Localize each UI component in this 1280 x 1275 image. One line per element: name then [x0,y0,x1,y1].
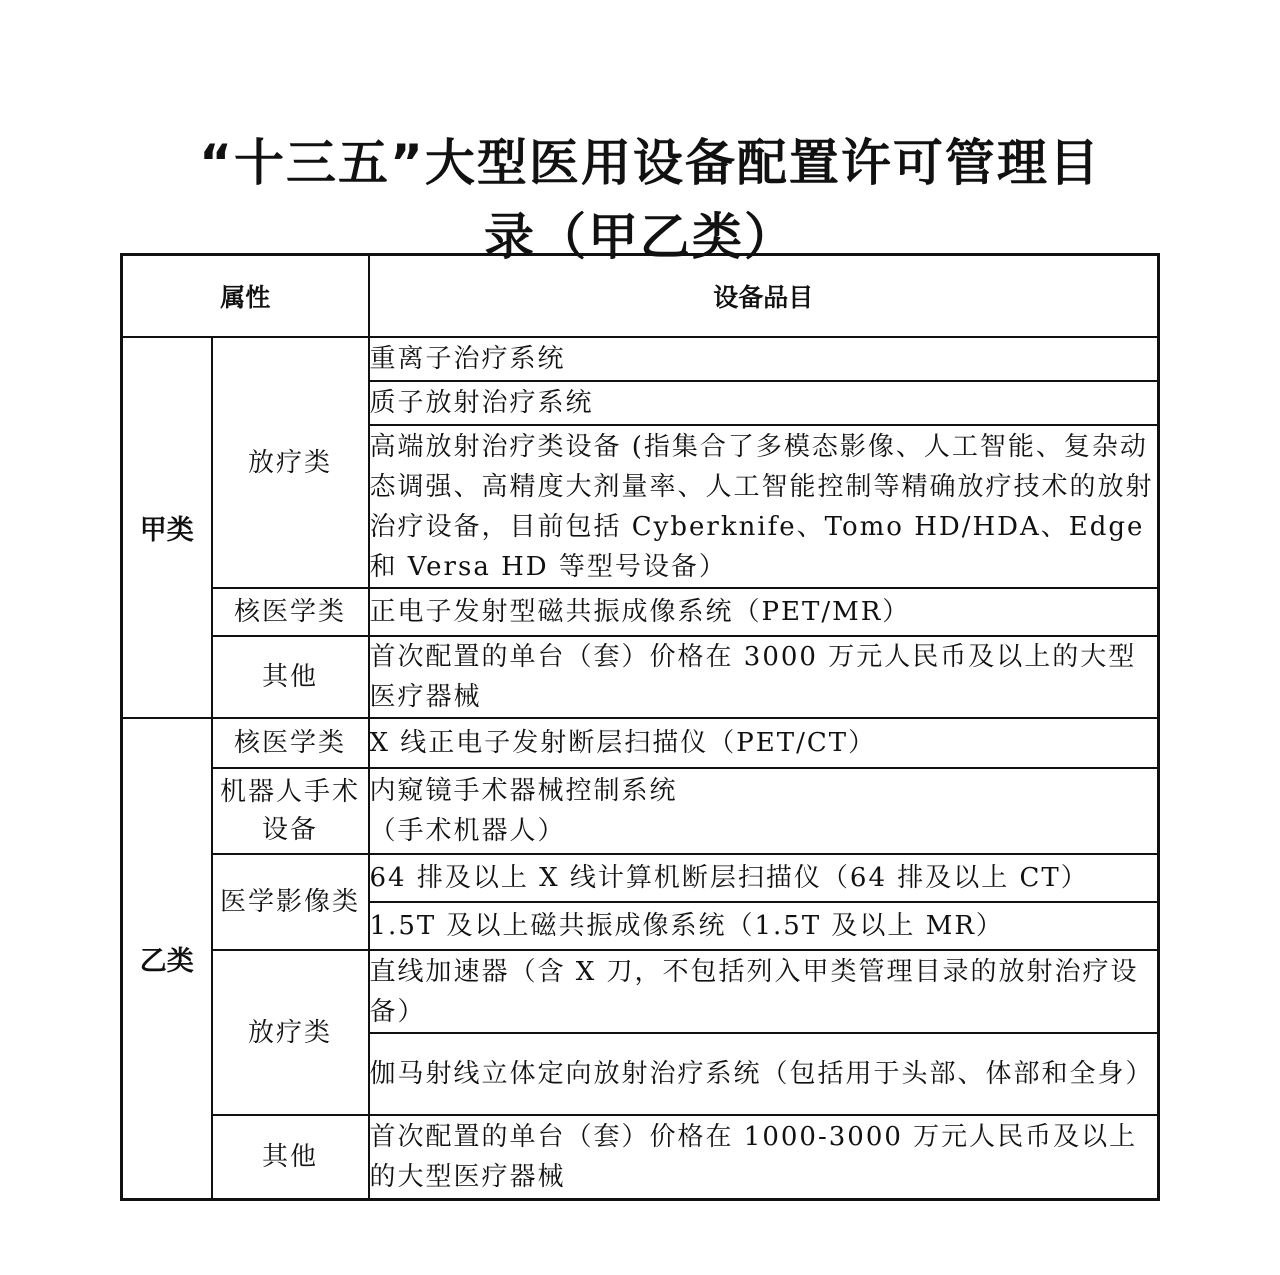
page-title-line-1: “十三五”大型医用设备配置许可管理目 [199,133,1101,192]
equipment-item: 64 排及以上 X 线计算机断层扫描仪（64 排及以上 CT） [369,854,1159,902]
table-row [122,950,1159,1033]
category-cell: 放疗类 [212,337,369,588]
equipment-item: X 线正电子发射断层扫描仪（PET/CT） [369,718,1159,768]
category-cell: 其他 [212,636,369,718]
equipment-item: 重离子治疗系统 [369,337,1159,381]
category-cell: 机器人手术设备 [212,768,369,854]
equipment-item: 直线加速器（含 X 刀，不包括列入甲类管理目录的放射治疗设备） [369,950,1159,1033]
equipment-item: 首次配置的单台（套）价格在 3000 万元人民币及以上的大型医疗器械 [369,636,1159,718]
table-row [122,768,1159,854]
table-row [122,1115,1159,1199]
category-cell: 核医学类 [212,588,369,636]
equipment-item: 高端放射治疗类设备 (指集合了多模态影像、人工智能、复杂动态调强、高精度大剂量率、人工智能控制等精确放疗技术的放射治疗设备，目前包括 Cyberknife、Tomo HD/HDA、Edge 和 Versa HD 等型号设备） [369,425,1159,588]
class-a-label: 甲类 [122,337,212,718]
table-header-row [122,255,1159,338]
equipment-item: 首次配置的单台（套）价格在 1000-3000 万元人民币及以上的大型医疗器械 [369,1115,1159,1199]
table-row [122,718,1159,768]
header-attribute: 属性 [122,255,369,338]
equipment-item: 伽马射线立体定向放射治疗系统（包括用于头部、体部和全身） [369,1033,1159,1115]
equipment-item: 质子放射治疗系统 [369,381,1159,425]
header-equipment: 设备品目 [369,255,1159,338]
class-b-label: 乙类 [122,718,212,1199]
category-cell: 核医学类 [212,718,369,768]
category-cell: 放疗类 [212,950,369,1115]
category-cell: 医学影像类 [212,854,369,950]
page-title [0,126,1280,274]
equipment-catalog-table [120,253,1160,1201]
table-row [122,854,1159,902]
equipment-item: 正电子发射型磁共振成像系统（PET/MR） [369,588,1159,636]
table-row [122,337,1159,381]
equipment-item: 1.5T 及以上磁共振成像系统（1.5T 及以上 MR） [369,902,1159,950]
table-row [122,588,1159,636]
page-title-line-2: 录（甲乙类） [484,207,796,266]
table-row [122,636,1159,718]
category-cell: 其他 [212,1115,369,1199]
equipment-item: 内窥镜手术器械控制系统 （手术机器人） [369,768,1159,854]
